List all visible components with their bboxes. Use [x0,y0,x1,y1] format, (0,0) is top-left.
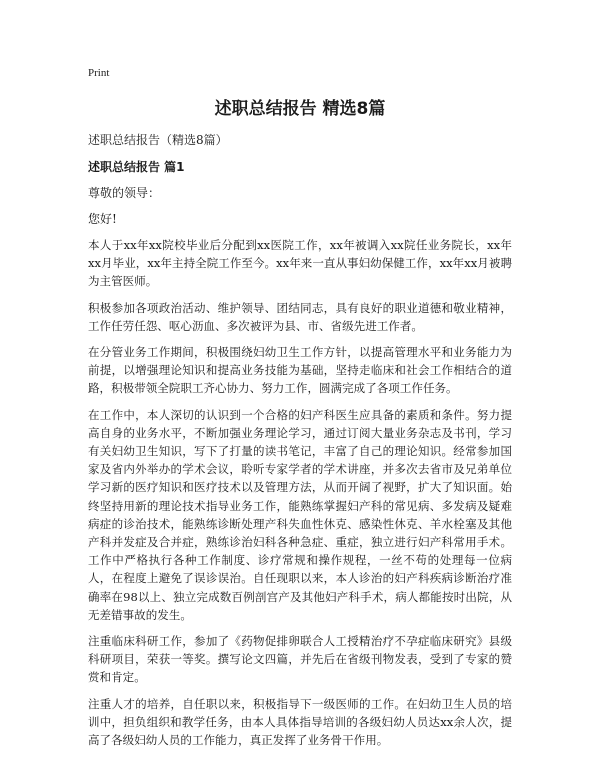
paragraph: 本人于xx年xx院校毕业后分配到xx医院工作，xx年被调入xx院任业务院长，xx年xx月毕业，xx年主持全院工作至今。xx年来一直从事妇幼保健工作，xx年xx月被聘为主管医师。 [88,238,512,289]
greeting: 您好! [88,212,117,226]
paragraph: 注重临床科研工作，参加了《药物促排卵联合人工授精治疗不孕症临床研究》县级科研项目，荣获一等奖。撰写论文四篇，并先后在省级刊物发表，受到了专家的赞赏和肯定。 [88,634,512,685]
paragraph: 积极参加各项政治活动、维护领导、团结同志，具有良好的职业道德和敬业精神，工作任劳任怨、呕心沥血、多次被评为县、市、省级先进工作者。 [88,300,512,333]
paragraph: 在工作中，本人深切的认识到一个合格的妇产科医生应具备的素质和条件。努力提高自身的业务水平，不断加强业务理论学习，通过订阅大量业务杂志及书刊，学习有关妇幼卫生知识，写下了打量的读书笔记，丰富了自己的理论知识。经常参加国家及省内外举办的学术会议，聆听专家学者的学术讲座，并多次去省市及兄弟单位学习新的医疗知识和医疗技术以及管理方法，从而开阔了视野，扩大了知识面。始终坚持用新的理论技术指导业务工作，能熟练掌握妇产科的常见病、多发病及疑难病症的诊治技术，能熟练诊断处理产科失血性休克、感染性休克、羊水栓塞及其他产科并发症及合并症，熟练诊治妇科各种急症、重症，独立进行妇产科常用手术。工作中严格执行各种工作制度、诊疗常规和操作规程，一丝不苟的处理每一位病人，在程度上避免了误诊误治。自任现职以来，本人诊治的妇产科疾病诊断治疗准确率在98以上、独立完成数百例剖宫产及其他妇产科手术，病人都能按时出院，从无差错事故的发生。 [88,407,512,622]
section-heading: 述职总结报告 篇1 [88,160,185,174]
document-title: 述职总结报告 精选8篇 [214,99,386,119]
document-subtitle: 述职总结报告（精选8篇） [88,133,228,147]
paragraph: 在分管业务工作期间，积极围绕妇幼卫生工作方针，以提高管理水平和业务能力为前提，以增强理论知识和提高业务技能为基础，坚持走临床和社会工作相结合的道路，积极带领全院职工齐心协力、努力工作，圆满完成了各项工作任务。 [88,345,512,396]
salutation: 尊敬的领导： [88,186,161,200]
paragraph: 注重人才的培养，自任职以来，积极指导下一级医师的工作。在妇幼卫生人员的培训中，担负组织和教学任务，由本人具体指导培训的各级妇幼人员达xx余人次，提高了各级妇幼人员的工作能力，真正发挥了业务骨干作用。 [88,696,512,748]
body-text [88,236,512,749]
print-link[interactable]: Print [88,67,110,79]
